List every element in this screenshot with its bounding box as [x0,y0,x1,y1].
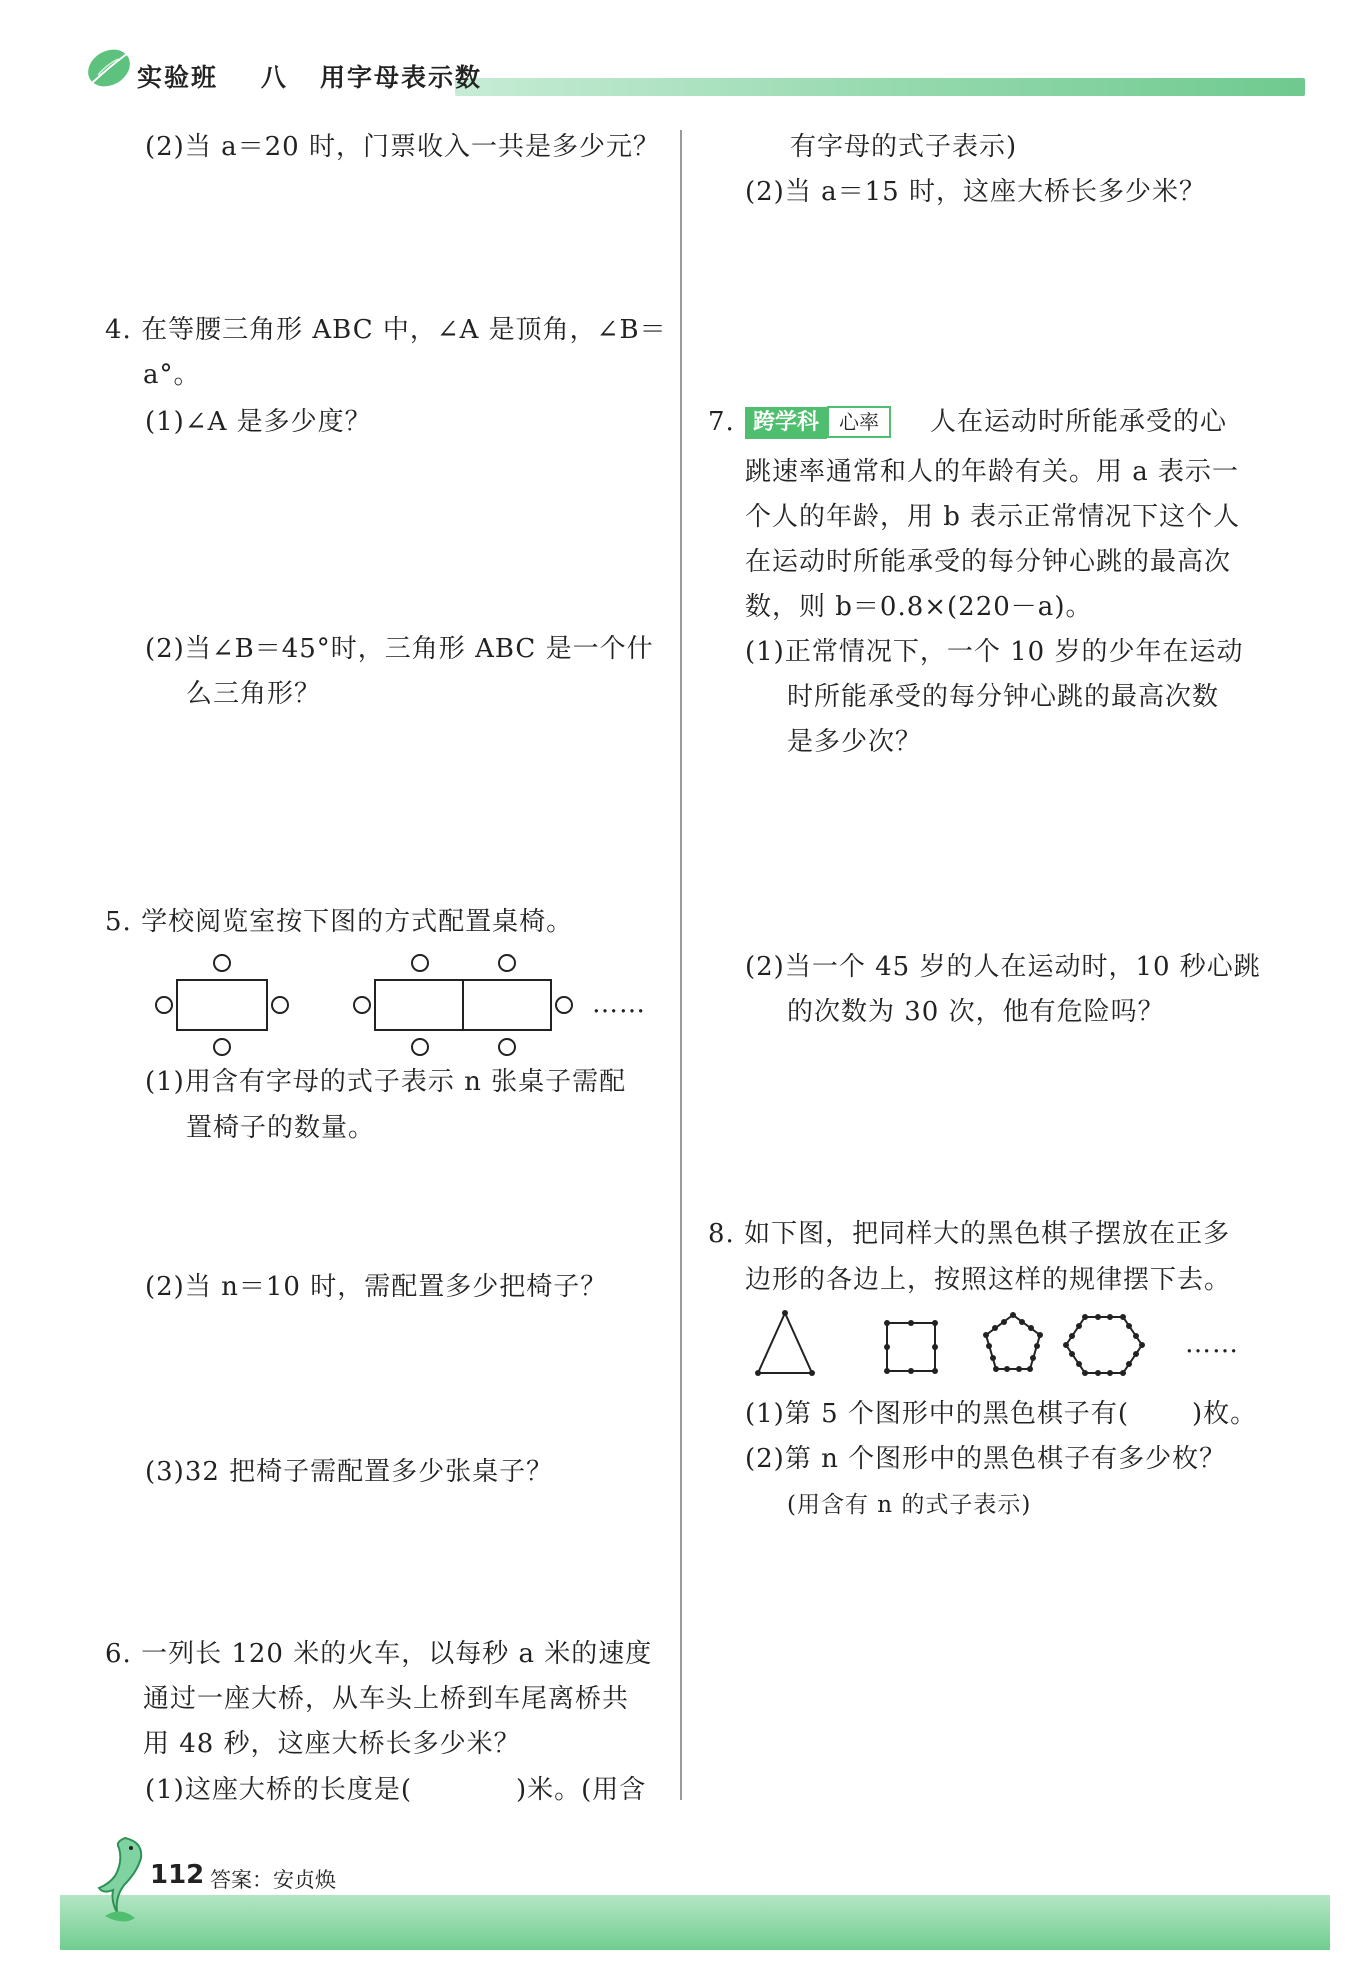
q4-part1: (1)∠A 是多少度？ [145,407,372,437]
leaf-logo-icon [84,45,134,91]
answer-credit: 答案：安贞焕 [210,1868,336,1892]
q8-stem-line1: 8. 如下图，把同样大的黑色棋子摆放在正多 [708,1219,1231,1249]
chapter-title: 用字母表示数 [319,63,482,92]
q4-stem-line1: 4. 在等腰三角形 ABC 中，∠A 是顶角，∠B＝ [105,315,667,345]
q4-part2-line2: 么三角形？ [186,679,322,709]
q7-stem-line5: 数，则 b＝0.8×(220－a)。 [745,592,1093,622]
q6-part1-a: (1)这座大桥的长度是( [145,1775,412,1805]
q6-stem-line3: 用 48 秒，这座大桥长多少米？ [143,1729,521,1759]
q8-part1-b: )枚。 [1192,1399,1258,1429]
q6-stem-line1: 6. 一列长 120 米的火车，以每秒 a 米的速度 [105,1639,653,1669]
q5-part1-line1: (1)用含有字母的式子表示 n 张桌子需配 [145,1067,627,1097]
tag-heart-rate: 心率 [827,406,891,438]
cross-subject-tag [745,406,891,439]
q7-stem-line1: 人在运动时所能承受的心 [930,407,1228,437]
chapter-number: 八 [260,63,288,92]
q7-number: 7. [708,407,735,437]
q7-part1-line2: 时所能承受的每分钟心跳的最高次数 [787,682,1220,712]
q7-stem-line4: 在运动时所能承受的每分钟心跳的最高次 [745,547,1232,577]
q5-part3: (3)32 把椅子需配置多少张桌子？ [145,1457,554,1487]
q8-part2-note: (用含有 n 的式子表示) [787,1492,1032,1518]
q7-part2-line2: 的次数为 30 次，他有危险吗？ [787,997,1165,1027]
q6-part1-b: )米。(用含 [516,1775,647,1805]
q8-part2: (2)第 n 个图形中的黑色棋子有多少枚？ [745,1444,1227,1474]
q6-part2: (2)当 a＝15 时，这座大桥长多少米？ [745,177,1206,207]
column-divider [680,130,682,1800]
q8-part1-a: (1)第 5 个图形中的黑色棋子有( [745,1399,1130,1429]
q4-stem-line2: a°。 [143,360,201,390]
q8-stem-line2: 边形的各边上，按照这样的规律摆下去。 [745,1265,1232,1295]
tag-cross-subject: 跨学科 [745,407,827,439]
q5-part2: (2)当 n＝10 时，需配置多少把椅子？ [145,1272,608,1302]
q7-stem-line2: 跳速率通常和人的年龄有关。用 a 表示一 [745,457,1240,487]
series-name: 实验班 [137,63,219,92]
q6-stem-line2: 通过一座大桥，从车头上桥到车尾离桥共 [143,1684,630,1714]
header-title [137,58,482,94]
polygon-checkers-diagram [750,1305,1170,1385]
q5-stem: 5. 学校阅览室按下图的方式配置桌椅。 [105,907,574,937]
header-band [455,78,1305,96]
q6-part1-continued: 有字母的式子表示) [790,132,1018,162]
q5-part1-line2: 置椅子的数量。 [186,1113,376,1143]
q7-part1-line3: 是多少次？ [787,727,923,757]
desk-chair-diagram [150,948,650,1058]
q3-part2: (2)当 a＝20 时，门票收入一共是多少元？ [145,132,660,162]
page-number: 112 [150,1860,205,1890]
q7-part2-line1: (2)当一个 45 岁的人在运动时，10 秒心跳 [745,952,1261,982]
q4-part2-line1: (2)当∠B＝45°时，三角形 ABC 是一个什 [145,634,654,664]
footer-band [60,1895,1330,1950]
dolphin-icon [85,1832,155,1932]
polygon-diagram-ellipsis: …… [1185,1329,1239,1359]
q7-stem-line3: 个人的年龄，用 b 表示正常情况下这个人 [745,502,1241,532]
desk-diagram-ellipsis: …… [592,989,646,1019]
q7-part1-line1: (1)正常情况下，一个 10 岁的少年在运动 [745,637,1244,667]
